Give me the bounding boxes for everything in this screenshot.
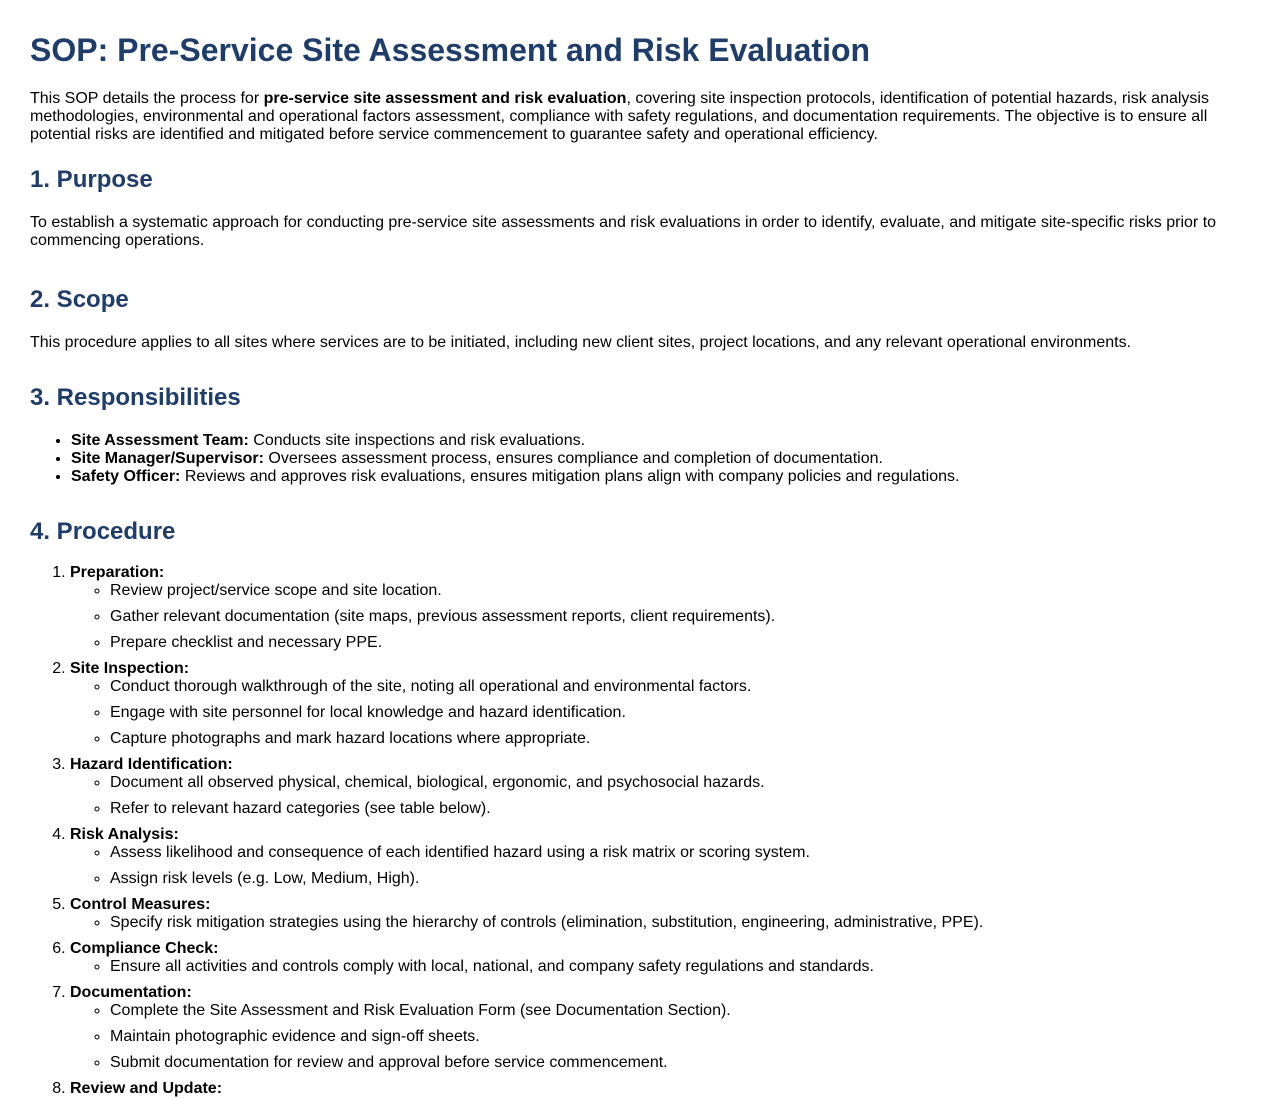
procedure-substeps [70, 844, 1233, 888]
procedure-step [70, 756, 1233, 818]
procedure-substeps [70, 958, 1233, 976]
procedure-substep: ◦ Assess likelihood and consequence of each identified hazard using a risk matrix or scoring system. [110, 844, 1233, 862]
procedure-step-title: Review and Update: [70, 1080, 223, 1097]
procedure-substeps [70, 582, 1233, 652]
procedure-substeps [70, 678, 1233, 748]
procedure-substep: ◦ Complete the Site Assessment and Risk Evaluation Form (see Documentation Section). [110, 1002, 1233, 1020]
responsibility-text: Oversees assessment process, ensures compliance and completion of documentation. [263, 450, 883, 467]
procedure-step [70, 1080, 1233, 1098]
intro-paragraph [30, 90, 1233, 144]
scope-heading: 2. Scope [30, 286, 129, 313]
procedure-substeps [70, 774, 1233, 818]
procedure-step-title: Risk Analysis: [70, 826, 179, 843]
purpose-heading: 1. Purpose [30, 166, 153, 193]
procedure-substep: ◦ Conduct thorough walkthrough of the site, noting all operational and environmental factors. [110, 678, 1233, 696]
procedure-step-title: Control Measures: [70, 896, 211, 913]
responsibility-item [71, 450, 1233, 468]
procedure-substep: ◦ Engage with site personnel for local knowledge and hazard identification. [110, 704, 1233, 722]
procedure-substep: ◦ Assign risk levels (e.g. Low, Medium, High). [110, 870, 1233, 888]
procedure-step [70, 564, 1233, 652]
procedure-step [70, 940, 1233, 976]
scope-text: This procedure applies to all sites where services are to be initiated, including new client sites, project locations, and any relevant operational environments. [30, 334, 1132, 351]
responsibility-item [71, 468, 1233, 486]
procedure-substeps [70, 1002, 1233, 1072]
procedure-step [70, 660, 1233, 748]
responsibilities-list [30, 432, 1233, 486]
procedure-heading: 4. Procedure [30, 518, 176, 545]
procedure-substep: ◦ Submit documentation for review and approval before service commencement. [110, 1054, 1233, 1072]
procedure-substep: ◦ Specify risk mitigation strategies using the hierarchy of controls (elimination, substitution, engineering, administrative, PPE). [110, 914, 1233, 932]
procedure-substep: ◦ Review project/service scope and site location. [110, 582, 1233, 600]
responsibility-role: Site Manager/Supervisor: [71, 450, 264, 467]
procedure-step-title: Hazard Identification: [70, 756, 233, 773]
intro-text-end: , covering site inspection protocols, identification of potential hazards, risk analysis methodologies, environmental and operational factors assessment, compliance with safety regulations, and documentation requirements. The objective is to ensure all potential risks are identified and mitigated before service commencement to guarantee safety and operational efficiency. [30, 90, 1209, 143]
purpose-text: To establish a systematic approach for conducting pre-service site assessments and risk evaluations in order to identify, evaluate, and mitigate site-specific risks prior to commencing operations. [30, 214, 1217, 249]
procedure-step [70, 984, 1233, 1072]
responsibilities-heading: 3. Responsibilities [30, 384, 241, 411]
procedure-step-title: Site Inspection: [70, 660, 190, 677]
procedure-step-title: Compliance Check: [70, 940, 219, 957]
procedure-substeps [70, 914, 1233, 932]
procedure-step-title: Documentation: [70, 984, 192, 1001]
responsibility-text: Reviews and approves risk evaluations, ensures mitigation plans align with company policies and regulations. [180, 468, 960, 485]
intro-text-bold: pre-service site assessment and risk evaluation [263, 90, 627, 107]
page-title: SOP: Pre-Service Site Assessment and Risk Evaluation [30, 32, 871, 68]
procedure-substep: ◦ Ensure all activities and controls comply with local, national, and company safety regulations and standards. [110, 958, 1233, 976]
responsibility-text: Conducts site inspections and risk evaluations. [248, 432, 586, 449]
procedure-substep: ◦ Prepare checklist and necessary PPE. [110, 634, 1233, 652]
procedure-step-title: Preparation: [70, 564, 165, 581]
procedure-substep: ◦ Document all observed physical, chemical, biological, ergonomic, and psychosocial hazards. [110, 774, 1233, 792]
procedure-substep: ◦ Gather relevant documentation (site maps, previous assessment reports, client requirements). [110, 608, 1233, 626]
procedure-substep: ◦ Maintain photographic evidence and sign-off sheets. [110, 1028, 1233, 1046]
intro-text-start: This SOP details the process for [30, 90, 264, 107]
procedure-step [70, 826, 1233, 888]
procedure-step [70, 896, 1233, 932]
procedure-substep: ◦ Refer to relevant hazard categories (see table below). [110, 800, 1233, 818]
responsibility-role: Safety Officer: [71, 468, 181, 485]
procedure-steps-list [30, 564, 1233, 1098]
procedure-substep: ◦ Capture photographs and mark hazard locations where appropriate. [110, 730, 1233, 748]
responsibility-item [71, 432, 1233, 450]
responsibility-role: Site Assessment Team: [71, 432, 249, 449]
